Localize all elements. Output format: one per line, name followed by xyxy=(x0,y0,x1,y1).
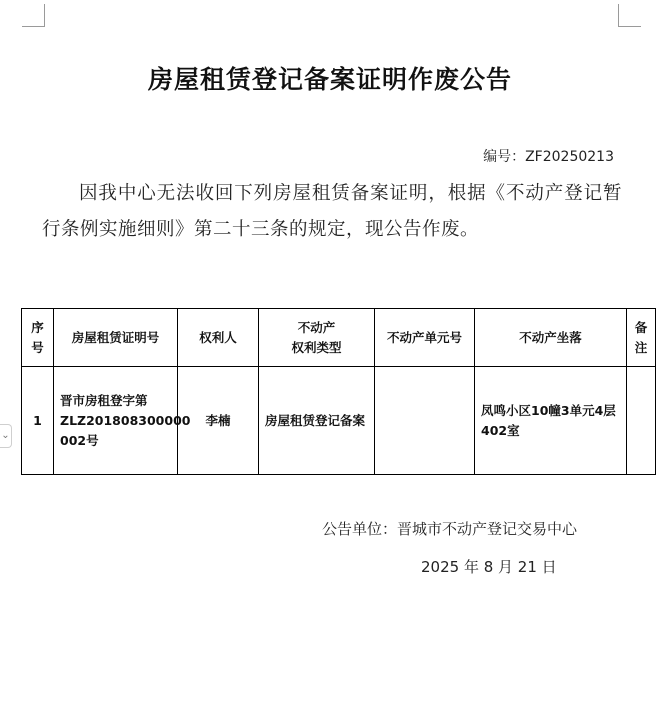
page-title: 房屋租赁登记备案证明作废公告 xyxy=(147,65,512,94)
page-corner-mark-top-right xyxy=(618,4,641,27)
document-number: 编号：ZF20250213 xyxy=(483,149,614,165)
cell-right-type: 房屋租赁登记备案 xyxy=(259,367,375,475)
cell-no: 1 xyxy=(22,367,54,475)
cell-unit-number xyxy=(375,367,475,475)
certificate-table xyxy=(21,308,655,475)
cell-owner: 李楠 xyxy=(178,367,259,475)
header-cert-number: 房屋租赁证明号 xyxy=(54,309,178,367)
header-right-type: 不动产 权利类型 xyxy=(259,309,375,367)
side-toggle-button[interactable] xyxy=(0,424,12,448)
page-corner-mark-top-left xyxy=(22,4,45,27)
chevron-down-icon: ⌄ xyxy=(1,430,10,441)
cell-location: 凤鸣小区10幢3单元4层402室 xyxy=(475,367,627,475)
issuer-line: 公告单位：晋城市不动产登记交易中心 xyxy=(322,520,578,538)
header-owner: 权利人 xyxy=(178,309,259,367)
header-no: 序 号 xyxy=(22,309,54,367)
cell-cert-number: 晋市房租登字第 ZLZ201808300000 002号 xyxy=(54,367,178,475)
header-location: 不动产坐落 xyxy=(475,309,627,367)
table-header-row xyxy=(22,309,656,367)
header-unit-number: 不动产单元号 xyxy=(375,309,475,367)
cell-note xyxy=(627,367,656,475)
issue-date: 2025 年 8 月 21 日 xyxy=(421,558,557,576)
header-note: 备 注 xyxy=(627,309,656,367)
table-row xyxy=(22,367,656,475)
notice-body: 因我中心无法收回下列房屋租赁备案证明，根据《不动产登记暂行条例实施细则》第二十三条的规定，现公告作废。 xyxy=(42,183,622,240)
